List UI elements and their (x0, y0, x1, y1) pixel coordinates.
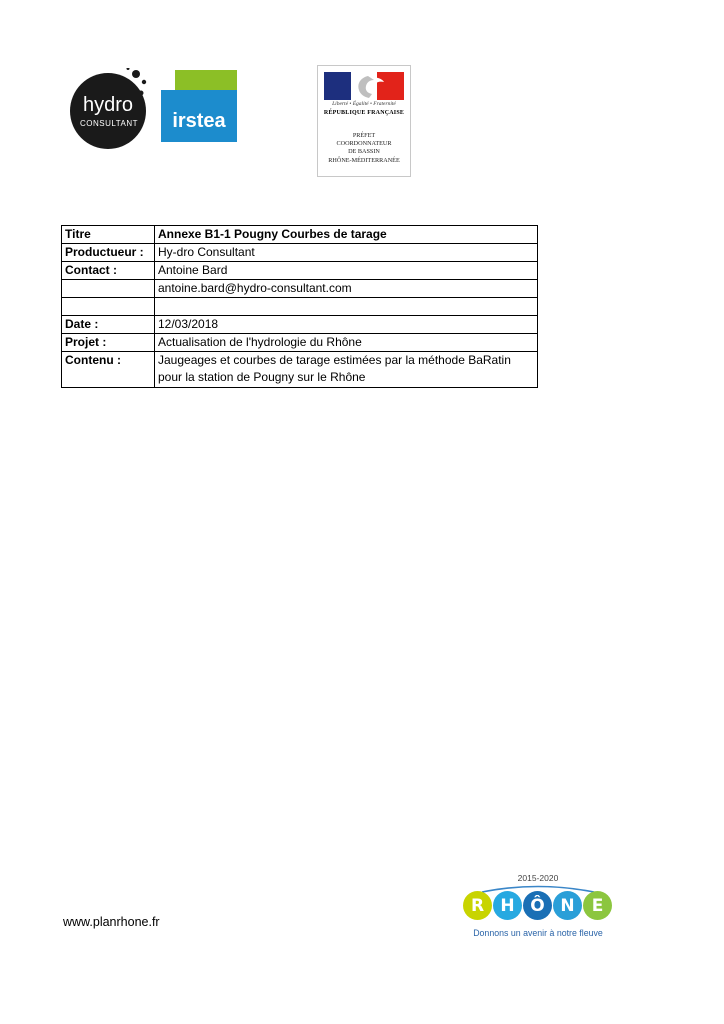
prefecture-republic: RÉPUBLIQUE FRANÇAISE (323, 110, 405, 116)
table-row (62, 244, 538, 262)
row-value: Annexe B1-1 Pougny Courbes de tarage (155, 226, 538, 244)
metadata-table (61, 225, 538, 388)
prefecture-motto: Liberté • Égalité • Fraternité (332, 101, 396, 107)
row-value: 12/03/2018 (155, 316, 538, 334)
prefecture-line: DE BASSIN (348, 148, 380, 156)
rhone-letters (463, 891, 612, 925)
prefecture-title (318, 132, 410, 165)
row-value (155, 298, 538, 316)
table-row (62, 262, 538, 280)
footer-website-link[interactable]: www.planrhone.fr (63, 915, 160, 929)
row-label: Productueur : (62, 244, 155, 262)
table-row (62, 316, 538, 334)
hydro-consultant-logo (66, 68, 152, 150)
prefecture-line: COORDONNATEUR (336, 140, 392, 148)
row-value: Jaugeages et courbes de tarage estimées par la méthode BaRatin pour la station de Pougny sur le Rhône (155, 352, 538, 388)
table-row (62, 226, 538, 244)
prefecture-line: RHÔNE-MÉDITERRANÉE (328, 156, 400, 164)
table-row (62, 352, 538, 388)
irstea-logo (161, 70, 237, 142)
row-label: Contenu : (62, 352, 155, 388)
row-value: Hy-dro Consultant (155, 244, 538, 262)
rhone-letter-e: E (583, 891, 612, 920)
prefecture-line: PRÉFET (352, 132, 376, 139)
row-label (62, 280, 155, 298)
table-row (62, 298, 538, 316)
row-label: Titre (62, 226, 155, 244)
hydro-logo-word: hydro (82, 94, 134, 116)
rhone-years: 2015-2020 (517, 873, 559, 883)
row-label: Contact : (62, 262, 155, 280)
irstea-logo-word: irstea (172, 110, 226, 132)
rhone-letter-n: N (553, 891, 582, 920)
hydro-logo-sub: CONSULTANT (79, 119, 139, 128)
rhone-tagline: Donnons un avenir à notre fleuve (473, 928, 603, 938)
table-row (62, 334, 538, 352)
rhone-letter-r: R (463, 891, 492, 920)
plan-rhone-logo (460, 873, 616, 943)
row-value: Actualisation de l'hydrologie du Rhône (155, 334, 538, 352)
row-label: Date : (62, 316, 155, 334)
contact-email[interactable]: antoine.bard@hydro-consultant.com (155, 280, 538, 298)
rhone-letter-o: Ô (523, 891, 552, 920)
table-row (62, 280, 538, 298)
rhone-letter-h: H (493, 891, 522, 920)
row-label: Projet : (62, 334, 155, 352)
row-value: Antoine Bard (155, 262, 538, 280)
prefecture-logo (317, 65, 411, 177)
french-flag-marianne-icon (324, 72, 404, 100)
row-label (62, 298, 155, 316)
